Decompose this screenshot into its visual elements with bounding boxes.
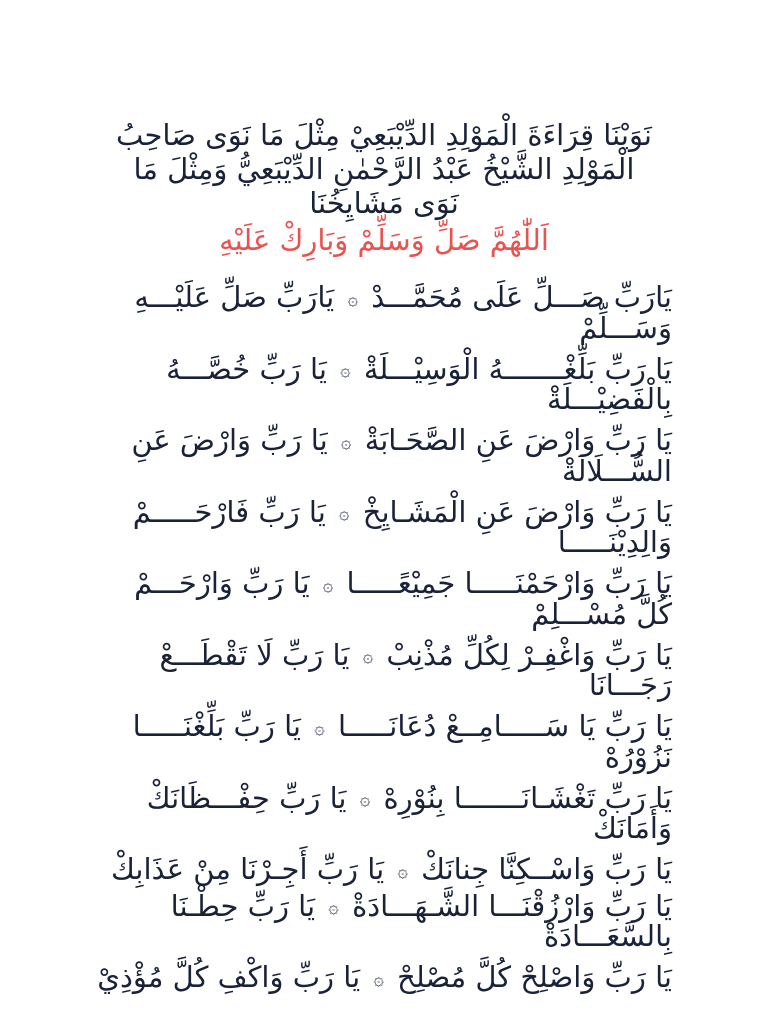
verse bbox=[72, 780, 672, 845]
verse-second-half: يَا رَبِّ خُصَّـــهُ bbox=[166, 351, 327, 386]
intro-line: الْمَوْلِدِ الشَّيْخُ عَبْدُ الرَّحْمٰنِ الدِّيْبَعِيُّ وَمِثْلَ مَا bbox=[133, 152, 635, 186]
verse bbox=[72, 351, 672, 416]
verse-continuation: وَأَمَانَكْ bbox=[593, 811, 672, 845]
verse-second-half: يَا رَبِّ وَارْحَـــمْ bbox=[134, 566, 310, 600]
verse bbox=[72, 280, 672, 345]
verse-second-half: يَا رَبِّ حِطْـنَا bbox=[170, 888, 316, 923]
verse bbox=[72, 960, 672, 994]
verse-first-half: يَا رَبِّ وَارْحَمْنَـــــا جَمِيْعًـــــا bbox=[346, 566, 672, 600]
verse-continuation: رَجَـــانَا bbox=[588, 668, 672, 702]
verse-first-half: يَا رَبِّ وَارْزُقْنَـــا الشَّـهَـــادَةْ bbox=[352, 888, 672, 923]
verse-second-half: يَا رَبِّ حِفْـــظَانَكْ bbox=[146, 780, 347, 815]
verse-second-half: يَا رَبِّ أَجِـرْنَا مِنْ عَذَابِكْ bbox=[110, 852, 385, 886]
rub-el-hizb-icon: ۞ bbox=[359, 789, 371, 810]
rub-el-hizb-icon: ۞ bbox=[397, 860, 408, 882]
verse-continuation: السُّـــلَالَةْ bbox=[562, 453, 672, 488]
rub-el-hizb-icon: ۞ bbox=[328, 897, 339, 918]
rub-el-hizb-icon: ۞ bbox=[314, 717, 325, 739]
verse-second-half: يَا رَبِّ بَلِّغْنَـــــا bbox=[132, 709, 301, 743]
verse bbox=[72, 852, 672, 886]
rub-el-hizb-icon: ۞ bbox=[340, 360, 351, 381]
niyyah-intro bbox=[96, 118, 672, 220]
rub-el-hizb-icon: ۞ bbox=[338, 503, 350, 524]
verse-continuation: بِالْفَضِيْـــلَةْ bbox=[547, 382, 672, 416]
verse-continuation: وَالِدِيْنَـــــا bbox=[557, 525, 672, 559]
verse-second-half: يَا رَبِّ فَارْحَـــــمْ bbox=[132, 494, 326, 529]
salawat-heading: اَللّٰهُمَّ صَلِّ وَسَلِّمْ وَبَارِكْ عَلَيْهِ bbox=[219, 223, 549, 257]
rub-el-hizb-icon: ۞ bbox=[373, 968, 384, 990]
verse-second-half: يَا رَبِّ لَا تَقْطَـــعْ bbox=[159, 637, 350, 672]
verse-list bbox=[72, 280, 672, 1000]
intro-line: نَوَى مَشَايِخُنَا bbox=[309, 186, 459, 220]
verse-first-half: يَا رَبِّ وَارْضَ عَنِ الْمَشَـايِخْ bbox=[362, 494, 672, 529]
verse bbox=[72, 566, 672, 631]
verse bbox=[72, 637, 672, 702]
verse-first-half: يَا رَبِّ وَاسْــكِنَّا جِنانَكْ bbox=[421, 852, 672, 886]
verse-second-half: يَا رَبِّ وَاكْفِ كُلَّ مُؤْذِيْ bbox=[97, 960, 361, 994]
rub-el-hizb-icon: ۞ bbox=[340, 431, 352, 453]
intro-line: نَوَيْنَا قِرَاءَةَ الْمَوْلِدِ الدِّيْبَعِيْ مِثْلَ مَا نَوَى صَاحِبُ bbox=[115, 118, 653, 152]
verse-first-half: يَا رَبِّ وَاغْفِـرْ لِكُلِّ مُذْنِبْ bbox=[386, 637, 672, 672]
verse bbox=[72, 709, 672, 774]
verse bbox=[72, 888, 672, 953]
verse-first-half: يَا رَبِّ وَاصْلِحْ كُلَّ مُصْلِحْ bbox=[397, 960, 672, 994]
verse bbox=[72, 494, 672, 559]
verse-first-half: يَا رَبِّ تَغْشَـانَـــــــا بِنُوْرِهْ bbox=[383, 780, 672, 815]
rub-el-hizb-icon: ۞ bbox=[347, 288, 359, 310]
rub-el-hizb-icon: ۞ bbox=[322, 574, 334, 596]
verse-second-half: يَا رَبِّ وَارْضَ عَنِ bbox=[131, 423, 328, 457]
verse-first-half: يَا رَبِّ بَلِّغْـــــــهُ الْوَسِيْـــلَةْ bbox=[363, 351, 672, 386]
verse-first-half: يَا رَبِّ يَا سَـــــامِــعْ دُعَانَـــــا bbox=[337, 709, 672, 743]
verse-continuation: نَزُوْرُهْ bbox=[604, 739, 672, 774]
verse-continuation: وَسَـــلِّمْ bbox=[579, 310, 672, 345]
verse-first-half: يَا رَبِّ وَارْضَ عَنِ الصَّحَـابَةْ bbox=[364, 423, 672, 457]
verse-continuation: بِالسَّعَـــادَةْ bbox=[543, 919, 672, 953]
verse-second-half: يَارَبِّ صَلِّ عَلَيْـــهِ bbox=[134, 280, 335, 314]
verse-first-half: يَارَبِّ صَـــلِّ عَلَى مُحَمَّـــدْ bbox=[371, 280, 672, 314]
rub-el-hizb-icon: ۞ bbox=[362, 646, 374, 667]
verse-continuation: كُلَّ مُسْـــلِمْ bbox=[531, 596, 672, 631]
verse bbox=[72, 423, 672, 488]
